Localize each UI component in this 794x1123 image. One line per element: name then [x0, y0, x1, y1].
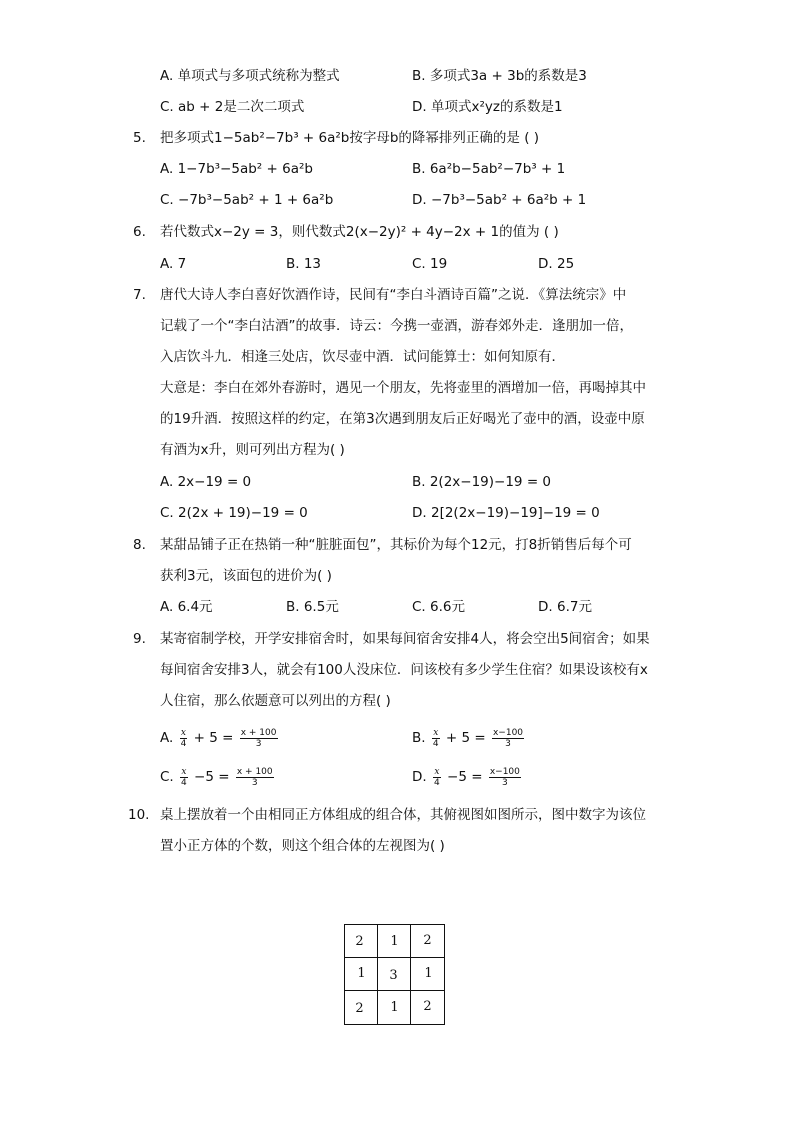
q7-stem-row-4	[0, 376, 794, 400]
q9-number: 9.	[133, 631, 146, 647]
q6-option-a[interactable]: A. 7	[160, 256, 187, 272]
q8-option-b[interactable]: B. 6.5元	[286, 599, 339, 615]
q6-option-d[interactable]: D. 25	[538, 256, 575, 272]
q6-stem: 若代数式x−2y = 3，则代数式2(x−2y)² + 4y−2x + 1的值为 ( )	[160, 224, 559, 240]
q7-stem-line: 入店饮斗九．相逢三处店，饮尽壶中酒．试问能算士：如何知原有．	[160, 349, 565, 365]
q4-options-row-1	[0, 64, 794, 88]
q9-stem-row-2	[0, 658, 794, 682]
q8-stem-line: 获利3元，该面包的进价为( )	[160, 568, 332, 584]
grid-cell: 2	[423, 933, 432, 948]
q9-option-d[interactable]	[412, 762, 523, 792]
q10-stem-row-2	[0, 834, 794, 858]
q7-option-c[interactable]: C. 2(2x + 19)−19 = 0	[160, 505, 308, 521]
top-view-grid	[344, 924, 445, 1025]
grid-cell: 2	[355, 1001, 364, 1016]
grid-cell: 1	[357, 966, 366, 981]
grid-cell: 3	[389, 968, 398, 983]
q7-options-row-1	[0, 470, 794, 494]
q9-option-c[interactable]	[160, 762, 276, 792]
q9-stem-row-3	[0, 689, 794, 713]
q5-option-d[interactable]: D. −7b³−5ab² + 6a²b + 1	[412, 192, 587, 208]
q5-option-a[interactable]: A. 1−7b³−5ab² + 6a²b	[160, 161, 313, 177]
q9-option-a-label: A.	[160, 730, 174, 746]
q9-stem-line: 每间宿舍安排3人，就会有100人没床位．问该校有多少学生住宿？如果设该校有x	[160, 662, 648, 678]
q9-option-c-label: C.	[160, 769, 174, 785]
minus-five: −5 =	[194, 769, 230, 785]
q7-options-row-2	[0, 501, 794, 525]
q7-option-b[interactable]: B. 2(2x−19)−19 = 0	[412, 474, 552, 490]
q5-option-b[interactable]: B. 6a²b−5ab²−7b³ + 1	[412, 161, 566, 177]
q7-stem-row-2	[0, 314, 794, 338]
q9-stem-line: 人住宿，那么依题意可以列出的方程( )	[160, 693, 391, 709]
q4-option-c[interactable]: C. ab + 2是二次二项式	[160, 99, 305, 115]
q8-option-d[interactable]: D. 6.7元	[538, 599, 592, 615]
q5-options-row-2	[0, 188, 794, 212]
q7-stem-line: 的19升酒．按照这样的约定，在第3次遇到朋友后正好喝光了壶中的酒，设壶中原	[160, 411, 645, 427]
q10-stem-row-1	[0, 803, 794, 827]
q9-option-a[interactable]	[160, 723, 280, 753]
grid-cell: 2	[423, 999, 432, 1014]
fraction-x-plus-100-over-3: $\frac{x + 100}{3}$	[236, 766, 273, 788]
q7-stem-row-6	[0, 438, 794, 462]
q4-option-b[interactable]: B. 多项式3a + 3b的系数是3	[412, 68, 587, 84]
grid-cell: 1	[390, 1000, 399, 1015]
grid-cell: 1	[390, 934, 399, 949]
plus-five: + 5 =	[193, 730, 234, 746]
q6-option-b[interactable]: B. 13	[286, 256, 322, 272]
fraction-x-minus-100-over-3: $\frac{x-100}{3}$	[492, 727, 524, 749]
q10-stem-line: 置小正方体的个数，则这个组合体的左视图为( )	[160, 838, 445, 854]
q9-options-row-2	[0, 762, 794, 792]
q7-stem-row-5	[0, 407, 794, 431]
q5-options-row-1	[0, 157, 794, 181]
q9-option-b[interactable]	[412, 723, 526, 753]
grid-cell: 1	[424, 966, 433, 981]
q8-stem-row-1	[0, 533, 794, 557]
q8-option-c[interactable]: C. 6.6元	[412, 599, 465, 615]
q8-stem-row-2	[0, 564, 794, 588]
q5-stem: 把多项式1−5ab²−7b³ + 6a²b按字母b的降幂排列正确的是 ( )	[160, 130, 540, 146]
q7-stem-line: 大意是：李白在郊外春游时，遇见一个朋友，先将壶里的酒增加一倍，再喝掉其中	[160, 380, 646, 396]
q7-option-d[interactable]: D. 2[2(2x−19)−19]−19 = 0	[412, 505, 600, 521]
q8-stem-line: 某甜品铺子正在热销一种“脏脏面包”，其标价为每个12元，打8折销售后每个可	[160, 537, 632, 553]
minus-five: −5 =	[447, 769, 483, 785]
q5-option-c[interactable]: C. −7b³−5ab² + 1 + 6a²b	[160, 192, 334, 208]
fraction-x-over-4: $\frac{x}{4}$	[181, 766, 187, 788]
q7-stem-line: 记载了一个“李白沽酒”的故事．诗云：今携一壶酒，游春郊外走．逢朋加一倍，	[160, 318, 633, 334]
q7-stem-line: 唐代大诗人李白喜好饮酒作诗，民间有“李白斗酒诗百篇”之说．《算法统宗》中	[160, 287, 627, 303]
q7-number: 7.	[133, 287, 146, 303]
q6-option-c[interactable]: C. 19	[412, 256, 448, 272]
q7-stem-row-1	[0, 283, 794, 307]
q8-option-a[interactable]: A. 6.4元	[160, 599, 213, 615]
q8-number: 8.	[133, 537, 146, 553]
q4-option-a[interactable]: A. 单项式与多项式统称为整式	[160, 68, 340, 84]
q10-stem-line: 桌上摆放着一个由相同正方体组成的组合体，其俯视图如图所示，图中数字为该位	[160, 807, 646, 823]
q9-stem-row-1	[0, 627, 794, 651]
q6-stem-row	[0, 220, 794, 244]
q6-number: 6.	[133, 224, 146, 240]
q10-number: 10.	[128, 807, 150, 823]
fraction-x-over-4: $\frac{x}{4}$	[432, 727, 439, 749]
q5-stem-row	[0, 126, 794, 150]
q9-stem-line: 某寄宿制学校，开学安排宿舍时，如果每间宿舍安排4人，将会空出5间宿舍；如果	[160, 631, 650, 647]
fraction-x-over-4: $\frac{x}{4}$	[180, 727, 187, 749]
q4-option-d[interactable]: D. 单项式x²yz的系数是1	[412, 99, 563, 115]
plus-five: + 5 =	[445, 730, 486, 746]
fraction-x-over-4: $\frac{x}{4}$	[433, 766, 440, 788]
q6-options-row	[0, 252, 794, 276]
q5-number: 5.	[133, 130, 146, 146]
q7-stem-line: 有酒为x升，则可列出方程为( )	[160, 442, 345, 458]
q9-options-row-1	[0, 723, 794, 753]
fraction-x-plus-100-over-3: $\frac{x + 100}{3}$	[240, 727, 277, 749]
grid-cell: 2	[355, 934, 364, 949]
q7-stem-row-3	[0, 345, 794, 369]
q8-options-row	[0, 595, 794, 619]
fraction-x-minus-100-over-3: $\frac{x-100}{3}$	[489, 766, 520, 788]
q9-option-d-label: D.	[412, 769, 427, 785]
q7-option-a[interactable]: A. 2x−19 = 0	[160, 474, 252, 490]
q4-options-row-2	[0, 95, 794, 119]
q9-option-b-label: B.	[412, 730, 426, 746]
